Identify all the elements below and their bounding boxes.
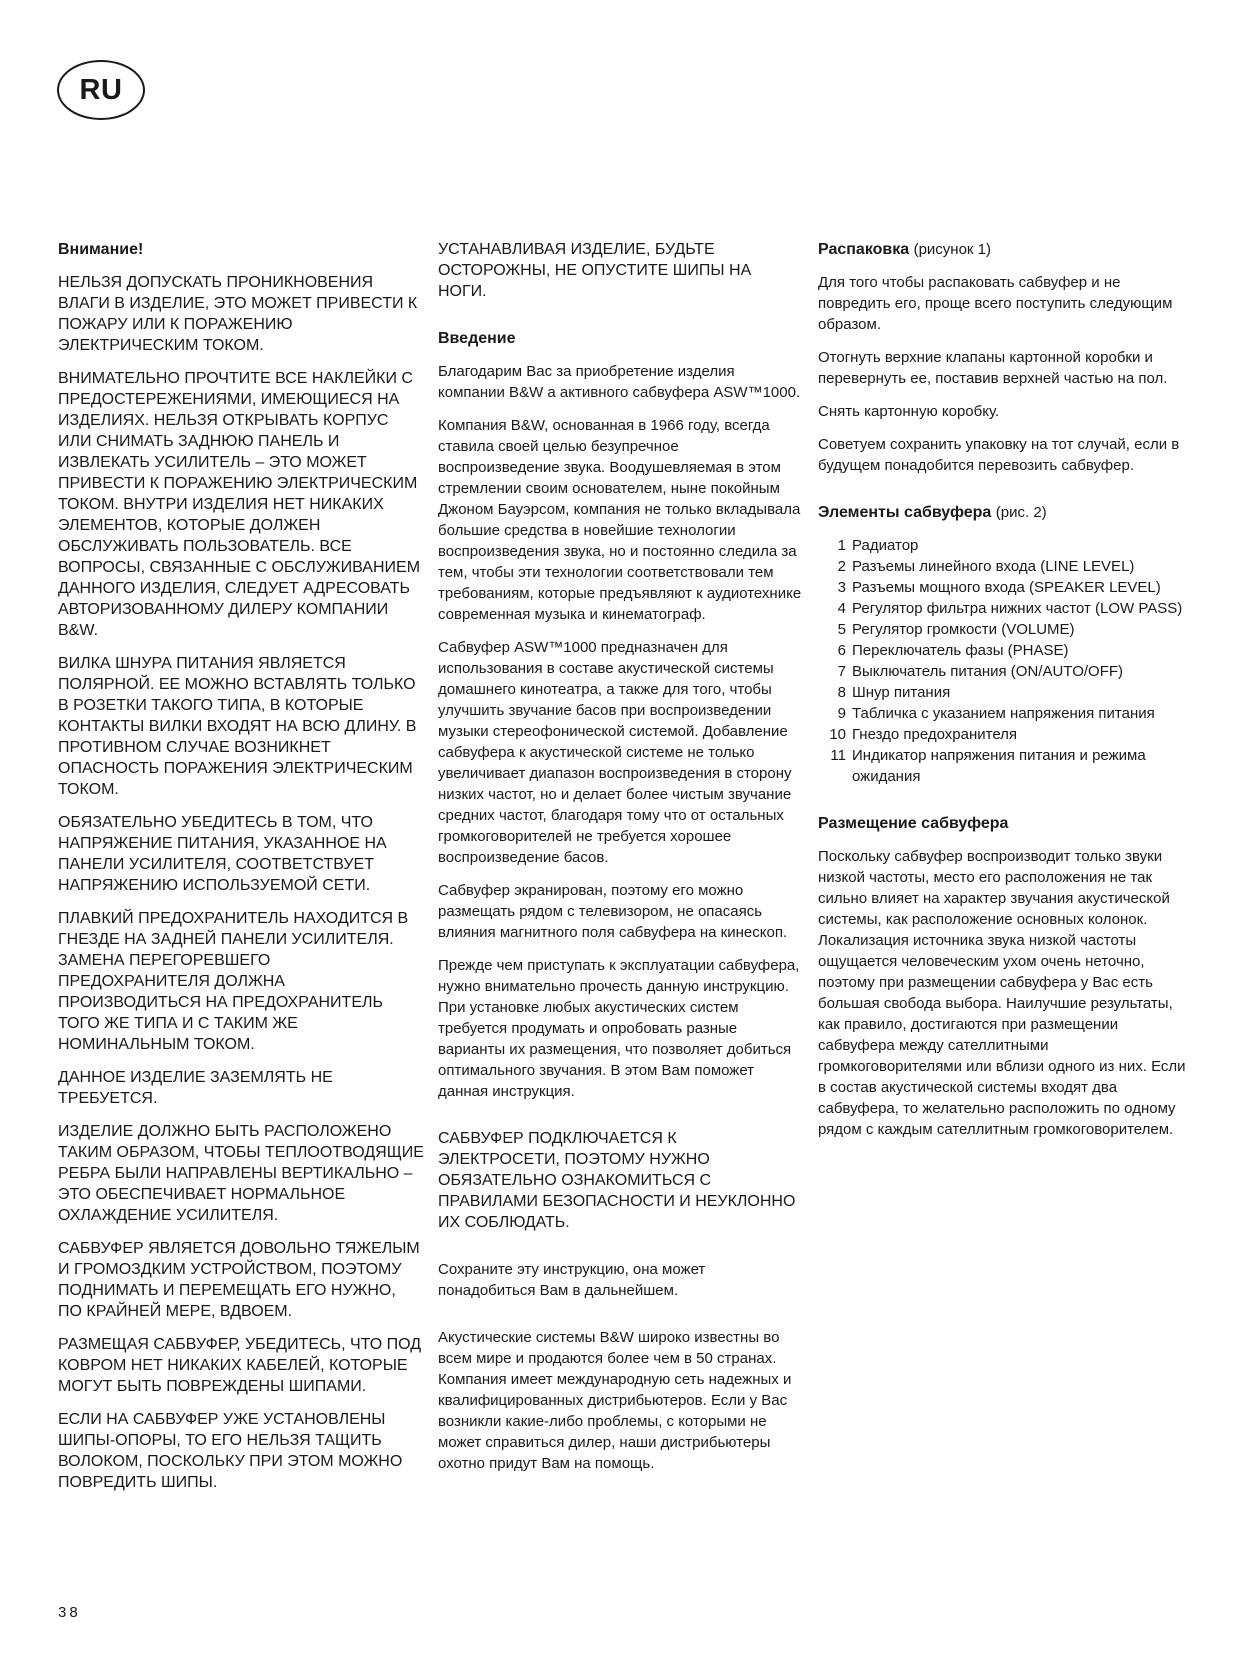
item-label: Индикатор напряжения питания и режима ожидания xyxy=(852,747,1146,785)
warning-heading: Внимание! xyxy=(58,241,144,258)
warning-paragraph: ЕСЛИ НА САБВУФЕР УЖЕ УСТАНОВЛЕНЫ ШИПЫ-ОПОРЫ, ТО ЕГО НЕЛЬЗЯ ТАЩИТЬ ВОЛОКОМ, ПОСКОЛЬКУ ПРИ ЭТОМ МОЖНО ПОВРЕДИТЬ ШИПЫ. xyxy=(58,1411,403,1491)
item-number: 3 xyxy=(837,579,846,596)
placement-paragraph: Поскольку сабвуфер воспроизводит только звуки низкой частоты, место его расположения не так сильно влияет на характер звучания акустической системы, как расположение основных колонок. Локализация источника звука низкой частоты ощущается человеческим ухом очень неточно, поэтому при размещении сабвуфера у Вас есть большая свобода выбора. Наилучшие результаты, как правило, достигаются при размещении сабвуфера между сателлитными громкоговорителями или вблизи одного из них. Если в состав акустической системы входят два сабвуфера, то желательно расположить по одному рядом с каждым сателлитным громкоговорителем. xyxy=(818,848,1186,1138)
item-number: 6 xyxy=(837,642,846,659)
list-item xyxy=(818,745,1190,787)
list-item xyxy=(818,598,1190,619)
warning-paragraph: РАЗМЕЩАЯ САБВУФЕР, УБЕДИТЕСЬ, ЧТО ПОД КОВРОМ НЕТ НИКАКИХ КАБЕЛЕЙ, КОТОРЫЕ МОГУТ БЫТЬ ПОВРЕЖДЕНЫ ШИПАМИ. xyxy=(58,1336,422,1395)
spikes-warning: УСТАНАВЛИВАЯ ИЗДЕЛИЕ, БУДЬТЕ ОСТОРОЖНЫ, НЕ ОПУСТИТЕ ШИПЫ НА НОГИ. xyxy=(438,241,752,300)
warning-paragraph: ОБЯЗАТЕЛЬНО УБЕДИТЕСЬ В ТОМ, ЧТО НАПРЯЖЕНИЕ ПИТАНИЯ, УКАЗАННОЕ НА ПАНЕЛИ УСИЛИТЕЛЯ, СООТВЕТСТВУЕТ НАПРЯЖЕНИЮ ИСПОЛЬЗУЕМОЙ СЕТИ. xyxy=(58,814,387,894)
item-number: 7 xyxy=(837,663,846,680)
intro-paragraph: Сабвуфер экранирован, поэтому его можно размещать рядом с телевизором, не опасаясь влияния магнитного поля сабвуфера на кинескоп. xyxy=(438,882,788,941)
list-item xyxy=(818,703,1190,724)
language-badge: RU xyxy=(57,60,145,120)
item-number: 5 xyxy=(837,621,846,638)
distributors-paragraph: Акустические системы B&W широко известны во всем мире и продаются более чем в 50 странах. Компания имеет международную сеть надежных и квалифицированных дистрибьютеров. Если у Вас возникли какие-либо проблемы, с которыми не может справиться дилер, наши дистрибьютеры охотно придут Вам на помощь. xyxy=(438,1329,792,1472)
item-number: 9 xyxy=(837,705,846,722)
list-item xyxy=(818,535,1190,556)
item-number: 1 xyxy=(837,537,846,554)
unpacking-heading: Распаковка (рисунок 1) xyxy=(818,241,992,258)
item-label: Разъемы мощного входа (SPEAKER LEVEL) xyxy=(852,579,1161,596)
list-item xyxy=(818,619,1190,640)
unpacking-paragraph: Снять картонную коробку. xyxy=(818,403,1000,420)
item-label: Регулятор громкости (VOLUME) xyxy=(852,621,1075,638)
list-item xyxy=(818,682,1190,703)
electrical-safety-warning: САБВУФЕР ПОДКЛЮЧАЕТСЯ К ЭЛЕКТРОСЕТИ, ПОЭТОМУ НУЖНО ОБЯЗАТЕЛЬНО ОЗНАКОМИТЬСЯ С ПРАВИЛАМИ БЕЗОПАСНОСТИ И НЕУКЛОННО ИХ СОБЛЮДАТЬ. xyxy=(438,1130,796,1231)
list-item xyxy=(818,577,1190,598)
item-label: Выключатель питания (ON/AUTO/OFF) xyxy=(852,663,1124,680)
warning-list xyxy=(58,272,424,1493)
item-number: 10 xyxy=(829,726,846,743)
warning-paragraph: НЕЛЬЗЯ ДОПУСКАТЬ ПРОНИКНОВЕНИЯ ВЛАГИ В ИЗДЕЛИЕ, ЭТО МОЖЕТ ПРИВЕСТИ К ПОЖАРУ ИЛИ К ПОРАЖЕНИЮ ЭЛЕКТРИЧЕСКИМ ТОКОМ. xyxy=(58,274,418,354)
item-label: Переключатель фазы (PHASE) xyxy=(852,642,1069,659)
setup-column xyxy=(818,239,1190,1152)
intro-heading: Введение xyxy=(438,330,516,347)
intro-paragraph: Сабвуфер ASW™1000 предназначен для использования в составе акустической системы домашнего кинотеатра, а также для того, чтобы улучшить звучание басов при воспроизведении музыки стереофонической системой. Добавление сабвуфера к акустической системе не только увеличивает диапазон воспроизведения в сторону низких частот, но и делает более чистым звучание средних частот, благодаря тому что от остальных громкоговорителей не требуется хорошее воспроизведение басов. xyxy=(438,639,792,866)
item-number: 8 xyxy=(837,684,846,701)
warning-paragraph: ДАННОЕ ИЗДЕЛИЕ ЗАЗЕМЛЯТЬ НЕ ТРЕБУЕТСЯ. xyxy=(58,1069,333,1107)
item-label: Регулятор фильтра нижних частот (LOW PASS) xyxy=(852,600,1183,617)
introduction-column xyxy=(438,239,803,1486)
item-label: Радиатор xyxy=(852,537,919,554)
warning-paragraph: САБВУФЕР ЯВЛЯЕТСЯ ДОВОЛЬНО ТЯЖЕЛЫМ И ГРОМОЗДКИМ УСТРОЙСТВОМ, ПОЭТОМУ ПОДНИМАТЬ И ПЕРЕМЕЩАТЬ ЕГО НУЖНО, ПО КРАЙНЕЙ МЕРЕ, ВДВОЕМ. xyxy=(58,1240,420,1320)
item-label: Разъемы линейного входа (LINE LEVEL) xyxy=(852,558,1135,575)
item-number: 11 xyxy=(830,747,846,764)
item-label: Гнездо предохранителя xyxy=(852,726,1018,743)
unpacking-paragraph: Советуем сохранить упаковку на тот случай, если в будущем понадобится перевозить сабвуфер. xyxy=(818,436,1180,474)
figure-reference: (рисунок 1) xyxy=(913,241,992,258)
warning-paragraph: ПЛАВКИЙ ПРЕДОХРАНИТЕЛЬ НАХОДИТСЯ В ГНЕЗДЕ НА ЗАДНЕЙ ПАНЕЛИ УСИЛИТЕЛЯ. ЗАМЕНА ПЕРЕГОРЕВШЕГО ПРЕДОХРАНИТЕЛЯ ДОЛЖНА ПРОИЗВОДИТЬСЯ НА ПРЕДОХРАНИТЕЛЬ ТОГО ЖЕ ТИПА И С ТАКИМ ЖЕ НОМИНАЛЬНЫМ ТОКОМ. xyxy=(58,910,409,1053)
list-item xyxy=(818,724,1190,745)
intro-paragraph: Благодарим Вас за приобретение изделия компании B&W а активного сабвуфера ASW™1000. xyxy=(438,363,801,401)
intro-paragraph: Прежде чем приступать к эксплуатации сабвуфера, нужно внимательно прочесть данную инструкцию. При установке любых акустических систем требуется продумать и опробовать разные варианты их размещения, что позволяет добиться оптимального звучания. В этом Вам поможет данная инструкция. xyxy=(438,957,800,1100)
list-item xyxy=(818,661,1190,682)
item-label: Шнур питания xyxy=(852,684,951,701)
warning-paragraph: ИЗДЕЛИЕ ДОЛЖНО БЫТЬ РАСПОЛОЖЕНО ТАКИМ ОБРАЗОМ, ЧТОБЫ ТЕПЛООТВОДЯЩИЕ РЕБРА БЫЛИ НАПРАВЛЕНЫ ВЕРТИКАЛЬНО – ЭТО ОБЕСПЕЧИВАЕТ НОРМАЛЬНОЕ ОХЛАЖДЕНИЕ УСИЛИТЕЛЯ. xyxy=(58,1123,424,1224)
placement-heading: Размещение сабвуфера xyxy=(818,815,1009,832)
figure-reference: (рис. 2) xyxy=(995,504,1047,521)
list-item xyxy=(818,556,1190,577)
item-number: 4 xyxy=(837,600,846,617)
parts-heading: Элементы сабвуфера (рис. 2) xyxy=(818,504,1047,521)
intro-paragraph: Компания B&W, основанная в 1966 году, всегда ставила своей целью безупречное воспроизведение звука. Воодушевляемая в этом стремлении своим основателем, ныне покойным Джоном Бауэрсом, компания не только вкладывала большие средства в новейшие технологии воспроизведения звука, но и постоянно следила за тем, чтобы эти технологии соответствовали тем требованиям, которые предъявляют к аудиотехнике современная музыка и кинематограф. xyxy=(438,417,802,623)
unpacking-paragraph: Отогнуть верхние клапаны картонной коробки и перевернуть ее, поставив верхней частью на пол. xyxy=(818,349,1168,387)
parts-list xyxy=(818,535,1190,787)
page-number: 38 xyxy=(58,1604,81,1621)
item-number: 2 xyxy=(837,558,846,575)
warning-paragraph: ВИЛКА ШНУРА ПИТАНИЯ ЯВЛЯЕТСЯ ПОЛЯРНОЙ. ЕЕ МОЖНО ВСТАВЛЯТЬ ТОЛЬКО В РОЗЕТКИ ТАКОГО ТИПА, В КОТОРЫЕ КОНТАКТЫ ВИЛКИ ВХОДЯТ НА ВСЮ ДЛИНУ. В ПРОТИВНОМ СЛУЧАЕ ВОЗНИКНЕТ ОПАСНОСТЬ ПОРАЖЕНИЯ ЭЛЕКТРИЧЕСКИМ ТОКОМ. xyxy=(58,655,417,798)
list-item xyxy=(818,640,1190,661)
item-label: Табличка с указанием напряжения питания xyxy=(852,705,1155,722)
safety-warnings-column xyxy=(58,239,424,1505)
unpacking-paragraph: Для того чтобы распаковать сабвуфер и не повредить его, проще всего поступить следующим образом. xyxy=(818,274,1173,333)
warning-paragraph: ВНИМАТЕЛЬНО ПРОЧТИТЕ ВСЕ НАКЛЕЙКИ С ПРЕДОСТЕРЕЖЕНИЯМИ, ИМЕЮЩИЕСЯ НА ИЗДЕЛИЯХ. НЕЛЬЗЯ ОТКРЫВАТЬ КОРПУС ИЛИ СНИМАТЬ ЗАДНЮЮ ПАНЕЛЬ И ИЗВЛЕКАТЬ УСИЛИТЕЛЬ – ЭТО МОЖЕТ ПРИВЕСТИ К ПОРАЖЕНИЮ ЭЛЕКТРИЧЕСКИМ ТОКОМ. ВНУТРИ ИЗДЕЛИЯ НЕТ НИКАКИХ ЭЛЕМЕНТОВ, КОТОРЫЕ ДОЛЖЕН ОБСЛУЖИВАТЬ ПОЛЬЗОВАТЕЛЬ. ВСЕ ВОПРОСЫ, СВЯЗАННЫЕ С ОБСЛУЖИВАНИЕМ ДАННОГО ИЗДЕЛИЯ, СЛЕДУЕТ АДРЕСОВАТЬ АВТОРИЗОВАННОМУ ДИЛЕРУ КОМПАНИИ B&W. xyxy=(58,370,421,639)
keep-instructions-note: Сохраните эту инструкцию, она может понадобиться Вам в дальнейшем. xyxy=(438,1261,706,1299)
